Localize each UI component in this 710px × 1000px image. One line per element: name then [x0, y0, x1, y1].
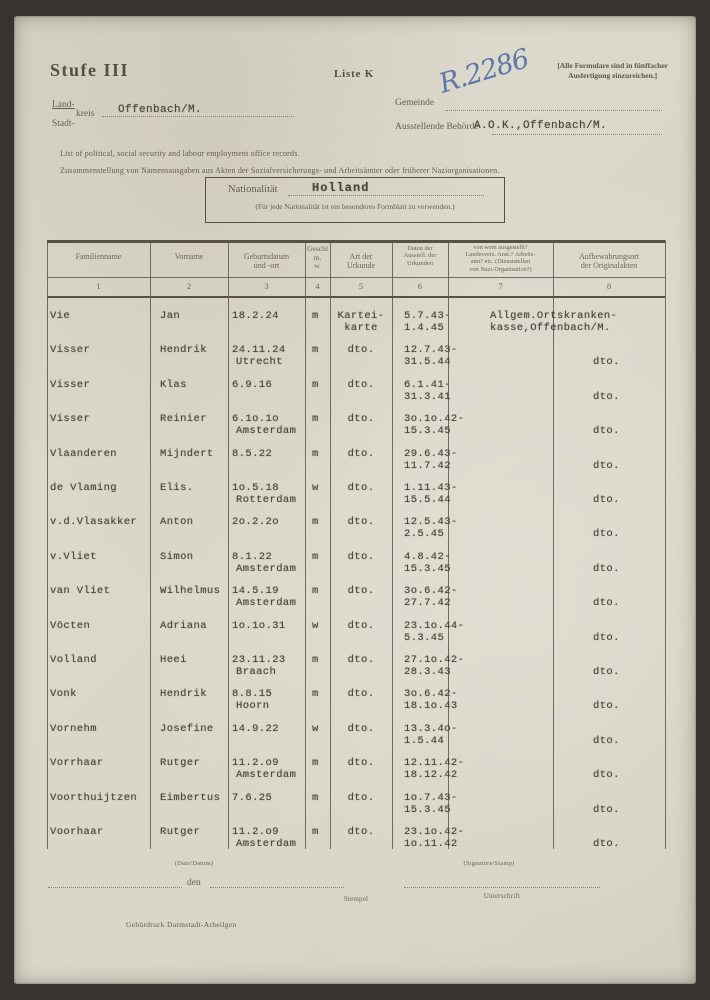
records-table: [14, 16, 696, 984]
cell-birth-date: 8.8.15: [232, 688, 273, 700]
table-row: [14, 551, 696, 575]
stempel-label: Stempel: [343, 895, 369, 903]
col-header-line: Urkunde: [347, 261, 375, 271]
cell-family-name: v.d.Vlasakker: [50, 516, 138, 528]
cell-given-name: Klas: [160, 379, 187, 391]
cell-storage-location: dto.: [593, 391, 620, 403]
col-header-line: von wem ausgestellt?: [473, 244, 528, 251]
cell-birth-date: 24.11.24: [232, 344, 286, 356]
cell-birth-place: Rotterdam: [236, 494, 297, 506]
cell-given-name: Simon: [160, 551, 194, 563]
cell-storage-location: dto.: [593, 632, 620, 644]
cell-sex: m: [312, 688, 319, 700]
form-level-title: Stufe III: [50, 60, 130, 80]
cell-birth-date: 14.9.22: [232, 723, 279, 735]
cell-birth-date: 11.2.o9: [232, 757, 279, 769]
cell-family-name: Vlaanderen: [50, 448, 118, 460]
cell-family-name: Visser: [50, 413, 91, 425]
cell-birth-place: Braach: [236, 666, 277, 678]
cell-given-name: Josefine: [160, 723, 214, 735]
cell-document-type: dto.: [347, 482, 375, 494]
cell-sex: m: [312, 792, 319, 804]
cell-date-from: 1o.7.43-: [404, 792, 458, 804]
col-header-line: Urkunden: [407, 259, 433, 267]
stadt-label: Stadt-: [52, 119, 75, 129]
cell-given-name: Mijndert: [160, 448, 214, 460]
col-header-5: [331, 252, 391, 270]
cell-family-name: Vonk: [50, 688, 77, 700]
cell-sex: m: [312, 310, 319, 322]
cell-given-name: Rutger: [160, 757, 201, 769]
cell-document-type: dto.: [347, 792, 375, 804]
cell-birth-date: 11.2.o9: [232, 826, 279, 838]
cell-document-type: dto.: [347, 344, 375, 356]
cell-given-name: Heei: [160, 654, 187, 666]
cell-family-name: Vorrhaar: [50, 757, 104, 769]
cell-date-to: 11.7.42: [404, 460, 451, 472]
col-header-2: [151, 252, 227, 261]
cell-sex: m: [312, 826, 319, 838]
table-row: [14, 413, 696, 437]
cell-family-name: Voorhaar: [50, 826, 104, 838]
cell-birth-date: 6.9.16: [232, 379, 273, 391]
den-label: den: [187, 878, 201, 888]
col-header-line: Landesvers. Anst.? Arbeits-: [465, 251, 536, 259]
cell-family-name: Volland: [50, 654, 97, 666]
cell-sex: m: [312, 516, 319, 528]
cell-family-name: Visser: [50, 379, 91, 391]
cell-birth-place: Amsterdam: [236, 838, 297, 850]
cell-storage-location: dto.: [593, 425, 620, 437]
cell-birth-date: 6.1o.1o: [232, 413, 279, 425]
col-number-8: 8: [606, 281, 612, 291]
cell-storage-location: dto.: [593, 597, 620, 609]
document-paper: [14, 16, 696, 984]
cell-document-type: dto.: [347, 723, 375, 735]
cell-date-from: 27.1o.42-: [404, 654, 465, 666]
cell-date-to: 27.7.42: [404, 597, 451, 609]
cell-date-from: 5.7.43-: [404, 310, 451, 322]
cell-date-to: 15.3.45: [404, 425, 451, 437]
cell-document-type: dto.: [347, 757, 375, 769]
signature-fill-line: [404, 874, 600, 888]
cell-date-from: 4.8.42-: [404, 551, 451, 563]
col-header-line: Art der: [349, 252, 373, 261]
signature-caption: (Signature/Stamp): [463, 860, 515, 867]
cell-given-name: Hendrik: [160, 688, 207, 700]
cell-date-from: 29.6.43-: [404, 448, 458, 460]
cell-date-from: 12.11.42-: [404, 757, 465, 769]
cell-date-from: 12.5.43-: [404, 516, 458, 528]
cell-family-name: van Vliet: [50, 585, 111, 597]
cell-given-name: Jan: [160, 310, 181, 322]
cell-family-name: Vie: [50, 310, 71, 322]
cell-sex: m: [312, 448, 319, 460]
cell-family-name: Visser: [50, 344, 91, 356]
cell-date-to: 18.12.42: [404, 769, 458, 781]
cell-document-type: dto.: [347, 585, 375, 597]
cell-date-to: 2.5.45: [404, 528, 445, 540]
col-header-line: und -ort: [253, 261, 280, 271]
col-header-line: m.: [313, 252, 322, 262]
cell-storage-location: dto.: [593, 735, 620, 747]
intro-german: Zusammenstellung von Namensausgaben aus Akten der Sozialversicherungs- und Arbeitsämter oder früherer Naziorganisationen.: [60, 166, 500, 175]
col-header-4: [306, 245, 329, 271]
table-top-rule: [47, 240, 665, 243]
printer-imprint: Gebürdruck Darmstadt-Arheilgen: [126, 920, 237, 929]
col-header-6: [393, 245, 447, 267]
cell-given-name: Eimbertus: [160, 792, 221, 804]
behoerde-typed-value: A.O.K.,Offenbach/M.: [474, 120, 608, 132]
cell-birth-place: Amsterdam: [236, 563, 297, 575]
cell-storage-location: dto.: [593, 563, 620, 575]
table-row: [14, 310, 696, 334]
cell-sex: w: [312, 620, 319, 632]
col-header-line: Geschl: [307, 244, 328, 253]
cell-date-from: 23.1o.44-: [404, 620, 465, 632]
kreis-label: kreis: [76, 109, 95, 119]
cell-storage-location: dto.: [593, 494, 620, 506]
table-row: [14, 792, 696, 816]
cell-date-from: 3o.6.42-: [404, 585, 458, 597]
cell-given-name: Rutger: [160, 826, 201, 838]
cell-given-name: Adriana: [160, 620, 207, 632]
col-number-2: 2: [186, 281, 192, 291]
cell-sex: m: [312, 585, 319, 597]
cell-birth-date: 2o.2.2o: [232, 516, 279, 528]
cell-date-to: 18.1o.43: [404, 700, 458, 712]
col-header-line: Aufbewahrungsort: [579, 252, 639, 261]
cell-issuer: kasse,Offenbach/M.: [490, 322, 611, 334]
table-row: [14, 585, 696, 609]
col-header-3: [229, 252, 304, 270]
cell-birth-date: 8.5.22: [232, 448, 273, 460]
handwritten-registration-mark: R.2286: [435, 43, 533, 100]
cell-birth-place: Amsterdam: [236, 425, 297, 437]
cell-date-to: 31.5.44: [404, 356, 451, 368]
col-number-4: 4: [315, 281, 320, 291]
cell-sex: m: [312, 379, 319, 391]
cell-date-to: 1o.11.42: [404, 838, 458, 850]
cell-given-name: Elis.: [160, 482, 194, 494]
behoerde-label: Ausstellende Behörde: [395, 122, 479, 132]
table-row: [14, 654, 696, 678]
col-header-1: [48, 252, 149, 261]
cell-document-type: dto.: [347, 448, 375, 460]
col-header-line: Daten der: [407, 245, 433, 252]
cell-birth-date: 8.1.22: [232, 551, 273, 563]
cell-birth-date: 1o.1o.31: [232, 620, 286, 632]
cell-family-name: Vornehm: [50, 723, 97, 735]
col-header-line: der Originalakten: [580, 261, 638, 271]
cell-date-to: 1.5.44: [404, 735, 445, 747]
gemeinde-label: Gemeinde: [395, 98, 435, 108]
cell-storage-location: dto.: [593, 356, 620, 368]
cell-date-to: 31.3.41: [404, 391, 451, 403]
cell-birth-place: Amsterdam: [236, 769, 297, 781]
cell-birth-date: 18.2.24: [232, 310, 279, 322]
cell-given-name: Wilhelmus: [160, 585, 221, 597]
cell-birth-date: 23.11.23: [232, 654, 286, 666]
copies-note-line1: [Alle Formulare sind in fünffacher: [557, 61, 668, 70]
cell-document-type: dto.: [347, 413, 375, 425]
kreis-typed-value: Offenbach/M.: [118, 104, 203, 116]
cell-date-from: 13.3.4o-: [404, 723, 458, 735]
cell-sex: w: [312, 482, 319, 494]
cell-birth-date: 7.6.25: [232, 792, 273, 804]
cell-document-type: Kartei-: [337, 310, 385, 322]
place-fill-line: [48, 874, 182, 888]
cell-storage-location: dto.: [593, 804, 620, 816]
cell-given-name: Hendrik: [160, 344, 207, 356]
table-row: [14, 344, 696, 368]
cell-birth-date: 14.5.19: [232, 585, 279, 597]
cell-birth-place: Amsterdam: [236, 597, 297, 609]
cell-document-type: karte: [344, 322, 378, 334]
col-header-line: Geburtsdatum: [243, 252, 290, 261]
cell-storage-location: dto.: [593, 460, 620, 472]
table-header-thick-rule: [47, 296, 665, 298]
cell-family-name: Voorthuijtzen: [50, 792, 138, 804]
cell-document-type: dto.: [347, 379, 375, 391]
table-row: [14, 448, 696, 472]
intro-english: List of political, social security and labour employment office records.: [60, 149, 300, 158]
col-header-8: [554, 252, 664, 270]
cell-storage-location: dto.: [593, 700, 620, 712]
cell-document-type: dto.: [347, 826, 375, 838]
col-header-line: von Nazi-Organisation?): [469, 265, 532, 273]
table-row: [14, 379, 696, 403]
cell-issuer: Allgem.Ortskranken-: [490, 310, 618, 322]
cell-storage-location: dto.: [593, 528, 620, 540]
cell-family-name: de Vlaming: [50, 482, 118, 494]
cell-document-type: dto.: [347, 654, 375, 666]
cell-document-type: dto.: [347, 516, 375, 528]
col-header-line: amt? etc. (Dienststellen: [470, 258, 531, 266]
col-number-7: 7: [498, 281, 503, 291]
cell-family-name: Vöcten: [50, 620, 91, 632]
cell-date-from: 1.11.43-: [404, 482, 458, 494]
cell-date-to: 15.3.45: [404, 804, 451, 816]
cell-sex: m: [312, 551, 319, 563]
cell-birth-place: Utrecht: [236, 356, 283, 368]
table-header-thin-rule: [47, 277, 665, 278]
col-header-line: w.: [314, 261, 321, 271]
date-fill-line: [210, 874, 344, 888]
cell-date-to: 5.3.45: [404, 632, 445, 644]
cell-date-from: 6.1.41-: [404, 379, 451, 391]
cell-sex: m: [312, 757, 319, 769]
col-header-line: Familienname: [75, 252, 122, 261]
nationality-typed-value: Holland: [312, 181, 370, 195]
cell-storage-location: dto.: [593, 666, 620, 678]
cell-family-name: v.Vliet: [50, 551, 97, 563]
date-caption: (Date/Datum): [174, 860, 214, 867]
copies-note-line2: Ausfertigung einzureichen.]: [568, 70, 658, 80]
cell-date-to: 28.3.43: [404, 666, 451, 678]
table-row: [14, 723, 696, 747]
cell-given-name: Reinier: [160, 413, 207, 425]
col-header-line: Vorname: [174, 252, 204, 261]
cell-date-from: 3o.1o.42-: [404, 413, 465, 425]
table-row: [14, 516, 696, 540]
col-header-line: Ausstell. der: [403, 252, 437, 260]
col-number-1: 1: [96, 281, 101, 291]
table-row: [14, 826, 696, 850]
col-number-5: 5: [358, 281, 364, 291]
col-number-6: 6: [417, 281, 423, 291]
cell-sex: w: [312, 723, 319, 735]
col-number-3: 3: [264, 281, 269, 291]
cell-sex: m: [312, 413, 319, 425]
cell-sex: m: [312, 654, 319, 666]
table-row: [14, 757, 696, 781]
cell-date-to: 15.3.45: [404, 563, 451, 575]
list-letter-title: Liste K: [334, 68, 375, 80]
cell-date-from: 23.1o.42-: [404, 826, 465, 838]
table-row: [14, 688, 696, 712]
nationality-note: (Für jede Nationalität ist ein besonderes Formblatt zu verwenden.): [255, 202, 455, 211]
col-header-7: [449, 244, 552, 273]
table-row: [14, 620, 696, 644]
cell-date-to: 15.5.44: [404, 494, 451, 506]
cell-given-name: Anton: [160, 516, 194, 528]
land-label: Land-: [52, 100, 75, 110]
cell-document-type: dto.: [347, 551, 375, 563]
cell-document-type: dto.: [347, 688, 375, 700]
cell-document-type: dto.: [347, 620, 375, 632]
cell-sex: m: [312, 344, 319, 356]
cell-date-from: 3o.6.42-: [404, 688, 458, 700]
unterschrift-label: Unterschrift: [483, 892, 521, 900]
cell-date-to: 1.4.45: [404, 322, 445, 334]
cell-storage-location: dto.: [593, 769, 620, 781]
cell-birth-place: Hoorn: [236, 700, 270, 712]
cell-birth-date: 1o.5.18: [232, 482, 279, 494]
table-row: [14, 482, 696, 506]
nationality-label: Nationalität: [228, 184, 278, 195]
cell-storage-location: dto.: [593, 838, 620, 850]
cell-date-from: 12.7.43-: [404, 344, 458, 356]
